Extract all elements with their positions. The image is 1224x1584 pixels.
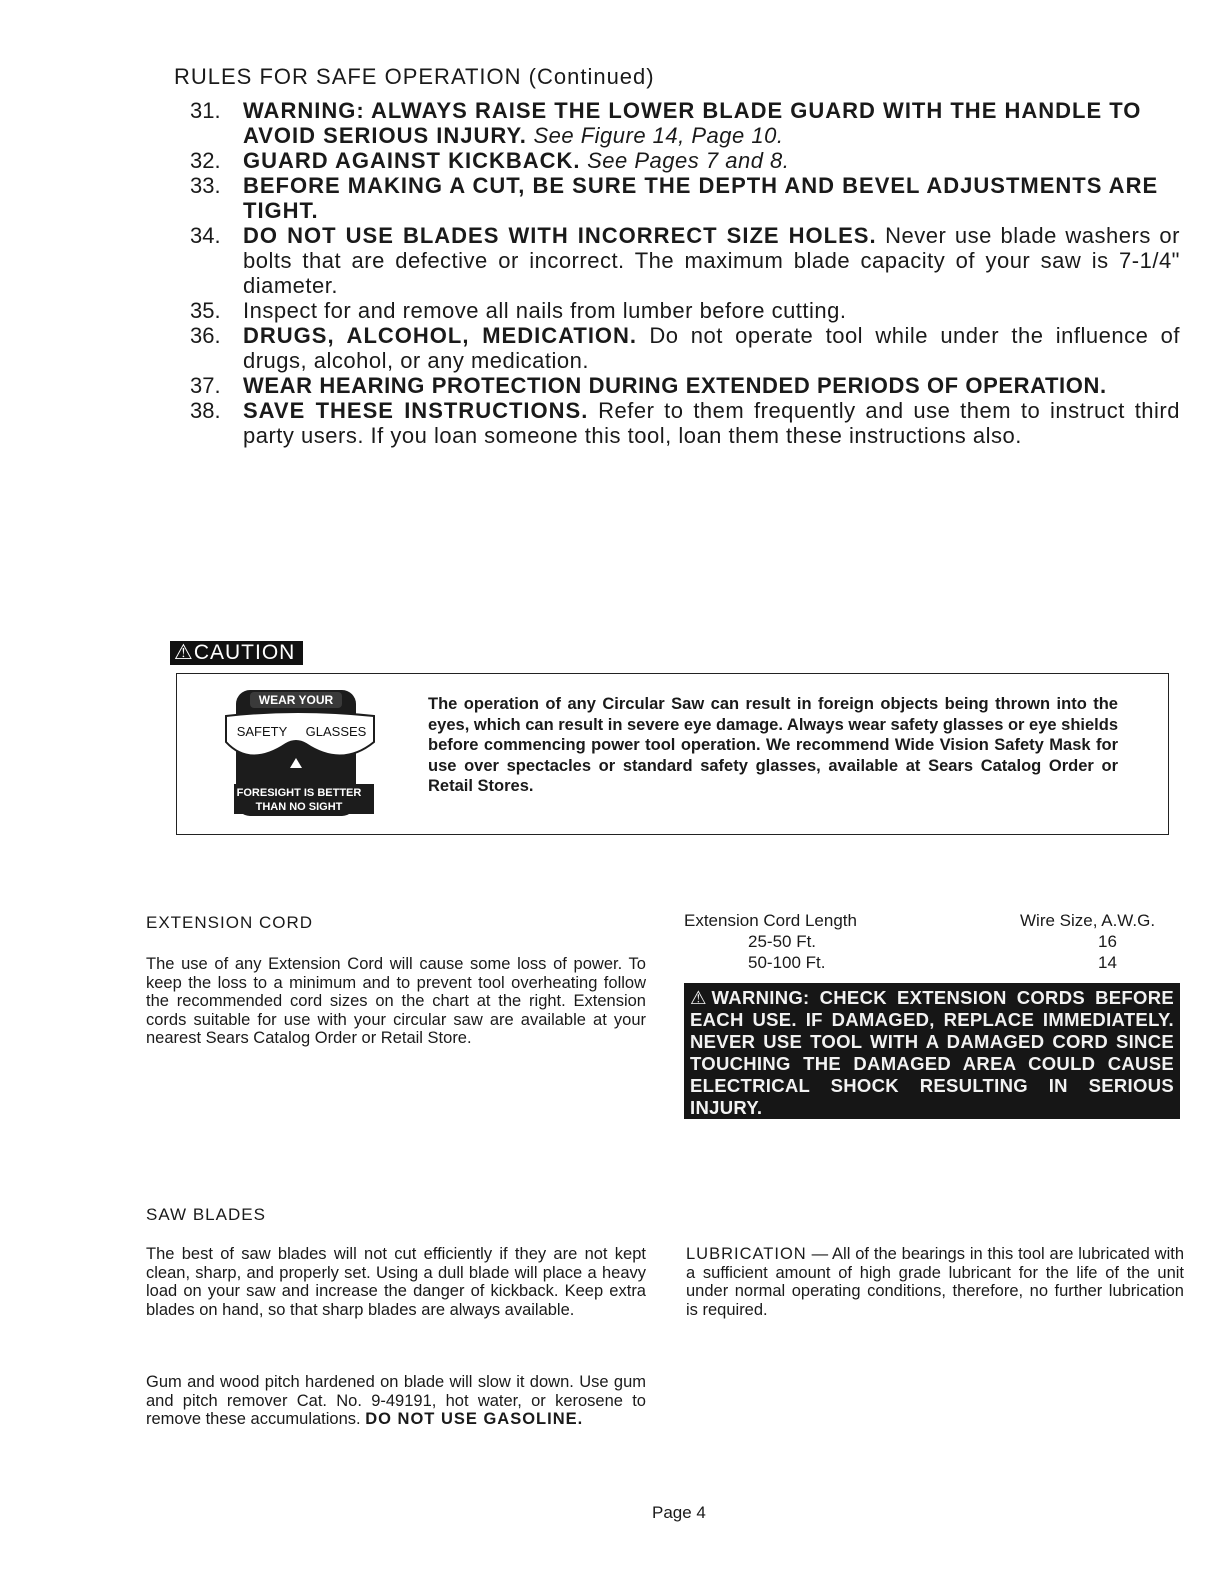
rule-bold: SAVE THESE INSTRUCTIONS. — [243, 398, 589, 423]
rule-bold: WEAR HEARING PROTECTION DURING EXTENDED PERIODS OF OPERATION. — [243, 373, 1107, 398]
wire-size-cell: 16 — [1098, 932, 1117, 951]
cord-table-header — [684, 910, 1184, 931]
wire-size-cell: 14 — [1098, 953, 1117, 972]
warning-text: WARNING: CHECK EXTENSION CORDS BEFORE EACH USE. IF DAMAGED, REPLACE IMMEDIATELY. NEVER USE TOOL WITH A DAMAGED CORD SINCE TOUCHING THE DAMAGED AREA COULD CAUSE ELECTRICAL SHOCK RESULTING IN SERIOUS INJURY. — [690, 987, 1174, 1118]
saw-blades-text-2 — [146, 1373, 646, 1429]
saw-blades-text: The best of saw blades will not cut efficiently if they are not kept clean, sharp, and properly set. Using a dull blade will place a heavy load on your saw and increase the danger of kickback. Keep extra blades on hand, so that sharp blades are always available. — [146, 1245, 646, 1319]
rule-number: 32. — [190, 148, 221, 173]
rule-item — [190, 148, 1180, 173]
rule-item — [190, 373, 1180, 398]
warning-triangle-icon: ⚠ — [690, 987, 712, 1008]
badge-top-text: WEAR YOUR — [258, 693, 334, 707]
rule-number: 31. — [190, 98, 221, 123]
caution-text: The operation of any Circular Saw can result in foreign objects being thrown into the eyes, which can result in severe eye damage. Always wear safety glasses or eye shields before commencing power tool operation. We recommend Wide Vision Safety Mask for use over spectacles or standard safety glasses, available at Sears Catalog Order or Retail Stores. — [428, 695, 1119, 795]
page-heading: RULES FOR SAFE OPERATION (Continued) — [174, 64, 655, 89]
rule-number: 37. — [190, 373, 221, 398]
pitch-removal-text: Gum and wood pitch hardened on blade will slow it down. Use gum and pitch remover Cat. No. 9-49191, hot water, or kerosene to remove these accumulations. — [146, 1373, 646, 1428]
rule-bold: BEFORE MAKING A CUT, BE SURE THE DEPTH AND BEVEL ADJUSTMENTS ARE TIGHT. — [243, 173, 1159, 223]
extension-cord-text: The use of any Extension Cord will cause some loss of power. To keep the loss to a minimum and to prevent tool overheating follow the recommended cord sizes on the chart at the right. Extension cords suitable for use with your circular saw are available at your nearest Sears Catalog Order or Retail Store. — [146, 955, 646, 1047]
rule-bold: DRUGS, ALCOHOL, MEDICATION. — [243, 323, 638, 348]
lubrication-text — [686, 1245, 1184, 1319]
page-number: Page 4 — [652, 1503, 706, 1522]
lubrication-body: — All of the bearings in this tool are lubricated with a sufficient amount of high grade lubricant for the life of the unit under normal operating conditions, therefore, no further lubrication is required. — [686, 1245, 1184, 1319]
rule-text: Never use blade washers or bolts that are defective or incorrect. The maximum blade capacity of your saw is 7-1/4" diameter. — [243, 223, 1180, 298]
extension-cord-heading: EXTENSION CORD — [146, 913, 314, 932]
rule-text: Do not operate tool while under the influence of drugs, alcohol, or any medication. — [243, 323, 1180, 373]
rule-item — [190, 298, 1180, 323]
wire-size-header: Wire Size, A.W.G. — [1020, 911, 1156, 930]
cord-length-cell: 50-100 Ft. — [748, 953, 826, 972]
badge-left-text: SAFETY — [236, 724, 288, 739]
cord-length-header: Extension Cord Length — [684, 911, 857, 930]
rule-text: Inspect for and remove all nails from lumber before cutting. — [243, 298, 847, 323]
badge-bottom-text: FORESIGHT IS BETTER — [236, 787, 362, 799]
rule-number: 33. — [190, 173, 221, 198]
warning-triangle-icon: ⚠ — [174, 641, 194, 664]
rule-bold: DO NOT USE BLADES WITH INCORRECT SIZE HOLES. — [243, 223, 877, 248]
cord-table — [684, 910, 1184, 973]
rule-item — [190, 223, 1180, 298]
rule-number: 35. — [190, 298, 221, 323]
rule-item — [190, 398, 1180, 448]
table-row — [684, 931, 1184, 952]
cord-length-cell: 25-50 Ft. — [748, 932, 817, 951]
saw-blades-heading: SAW BLADES — [146, 1205, 266, 1224]
table-row — [684, 952, 1184, 973]
rule-italic: See Figure 14, Page 10. — [526, 123, 784, 148]
safety-glasses-badge-icon — [224, 690, 384, 820]
gasoline-warning: DO NOT USE GASOLINE. — [365, 1410, 584, 1428]
rule-bold: WARNING: ALWAYS RAISE THE LOWER BLADE GUARD WITH THE HANDLE TO AVOID SERIOUS INJURY. — [243, 98, 1142, 148]
rule-bold: GUARD AGAINST KICKBACK. — [243, 148, 581, 173]
caution-label: ⚠CAUTION — [170, 641, 303, 665]
lubrication-label: LUBRICATION — [686, 1245, 807, 1263]
badge-right-text: GLASSES — [305, 724, 367, 739]
warning-box — [684, 983, 1180, 1119]
rule-number: 36. — [190, 323, 221, 348]
rule-item — [190, 173, 1180, 223]
rule-number: 34. — [190, 223, 221, 248]
rules-list — [190, 98, 1180, 448]
rule-item — [190, 98, 1180, 148]
rule-number: 38. — [190, 398, 221, 423]
badge-bottom-text: THAN NO SIGHT — [255, 801, 343, 813]
rule-item — [190, 323, 1180, 373]
rule-italic: See Pages 7 and 8. — [580, 148, 790, 173]
rule-text: Refer to them frequently and use them to instruct third party users. If you loan someone this tool, loan them these instructions also. — [243, 398, 1180, 448]
